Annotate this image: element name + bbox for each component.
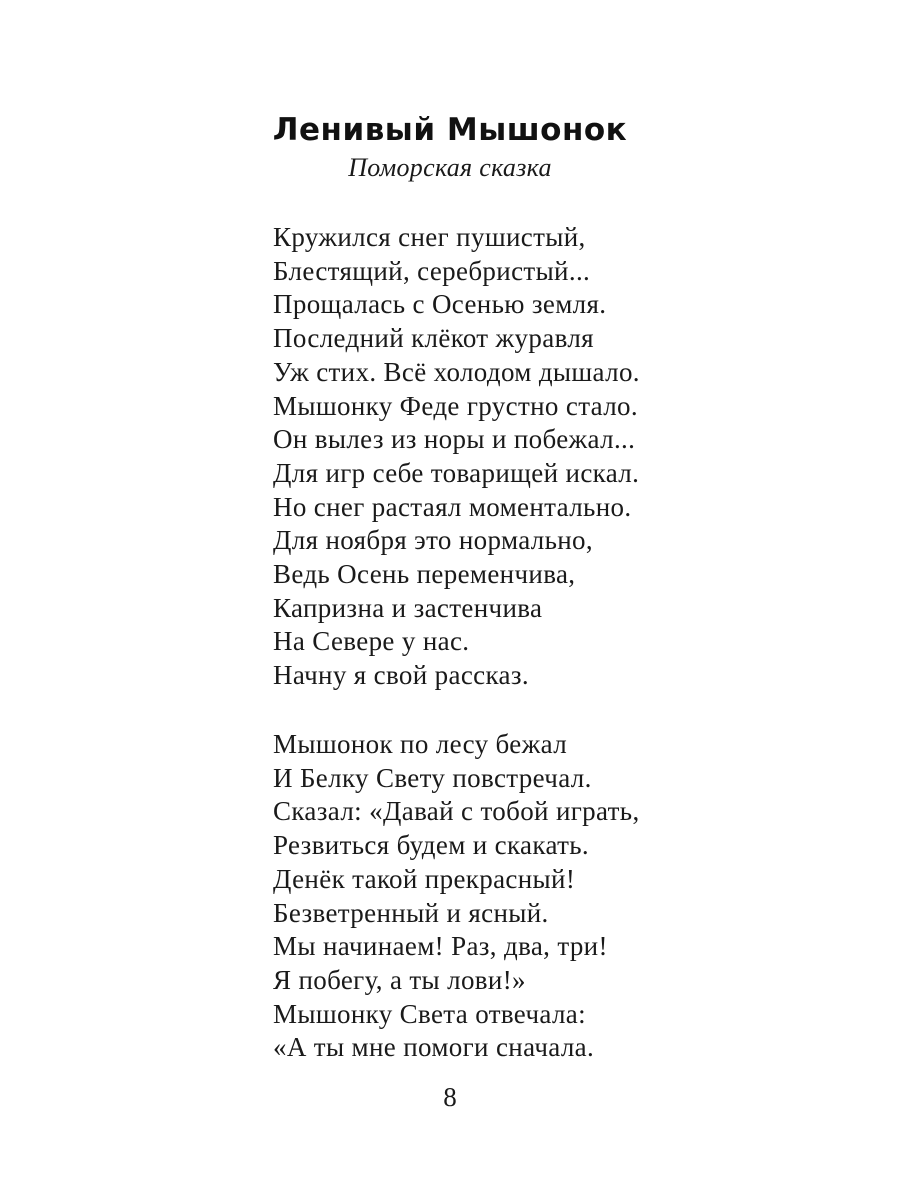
poem-subtitle: Поморская сказка	[348, 153, 552, 182]
poem-line: Сказал: «Давай с тобой играть,	[273, 796, 640, 827]
poem-line: Для игр себе товарищей искал.	[273, 457, 640, 488]
poem-line: Для ноября это нормально,	[273, 525, 594, 556]
stanza-1	[273, 221, 640, 693]
poem-line: Безветренный и ясный.	[273, 897, 549, 928]
poem-line: Блестящий, серебристый...	[273, 255, 591, 286]
poem-line: Ведь Осень переменчива,	[273, 559, 576, 590]
poem-line: Мы начинаем! Раз, два, три!	[273, 931, 608, 962]
poem-line: Мышонку Света отвечала:	[273, 998, 586, 1029]
stanza-2	[273, 728, 640, 1065]
poem-line: Начну я свой рассказ.	[273, 660, 530, 691]
poem-line: Я побегу, а ты лови!»	[273, 964, 526, 995]
poem-line: Капризна и застенчива	[273, 592, 543, 623]
poem-title: Ленивый Мышонок	[272, 112, 628, 148]
poem-line: Последний клёкот журавля	[273, 323, 594, 354]
poem-line: И Белку Свету повстречал.	[273, 762, 592, 793]
page-number: 8	[443, 1082, 457, 1112]
poem-line: Уж стих. Всё холодом дышало.	[273, 356, 640, 387]
poem-line: Но снег растаял моментально.	[273, 491, 632, 522]
poem-line: На Севере у нас.	[273, 626, 470, 657]
poem-line: Мышонок по лесу бежал	[273, 729, 568, 759]
poem-line: «А ты мне помоги сначала.	[273, 1032, 595, 1063]
poem-line: Денёк такой прекрасный!	[273, 863, 576, 894]
poem-line: Резвиться будем и скакать.	[273, 830, 590, 861]
poem-line: Прощалась с Осенью земля.	[273, 289, 607, 320]
poem-line: Мышонку Феде грустно стало.	[273, 390, 639, 421]
poem-line: Он вылез из норы и побежал...	[273, 424, 636, 455]
poem-line: Кружился снег пушистый,	[273, 222, 586, 252]
